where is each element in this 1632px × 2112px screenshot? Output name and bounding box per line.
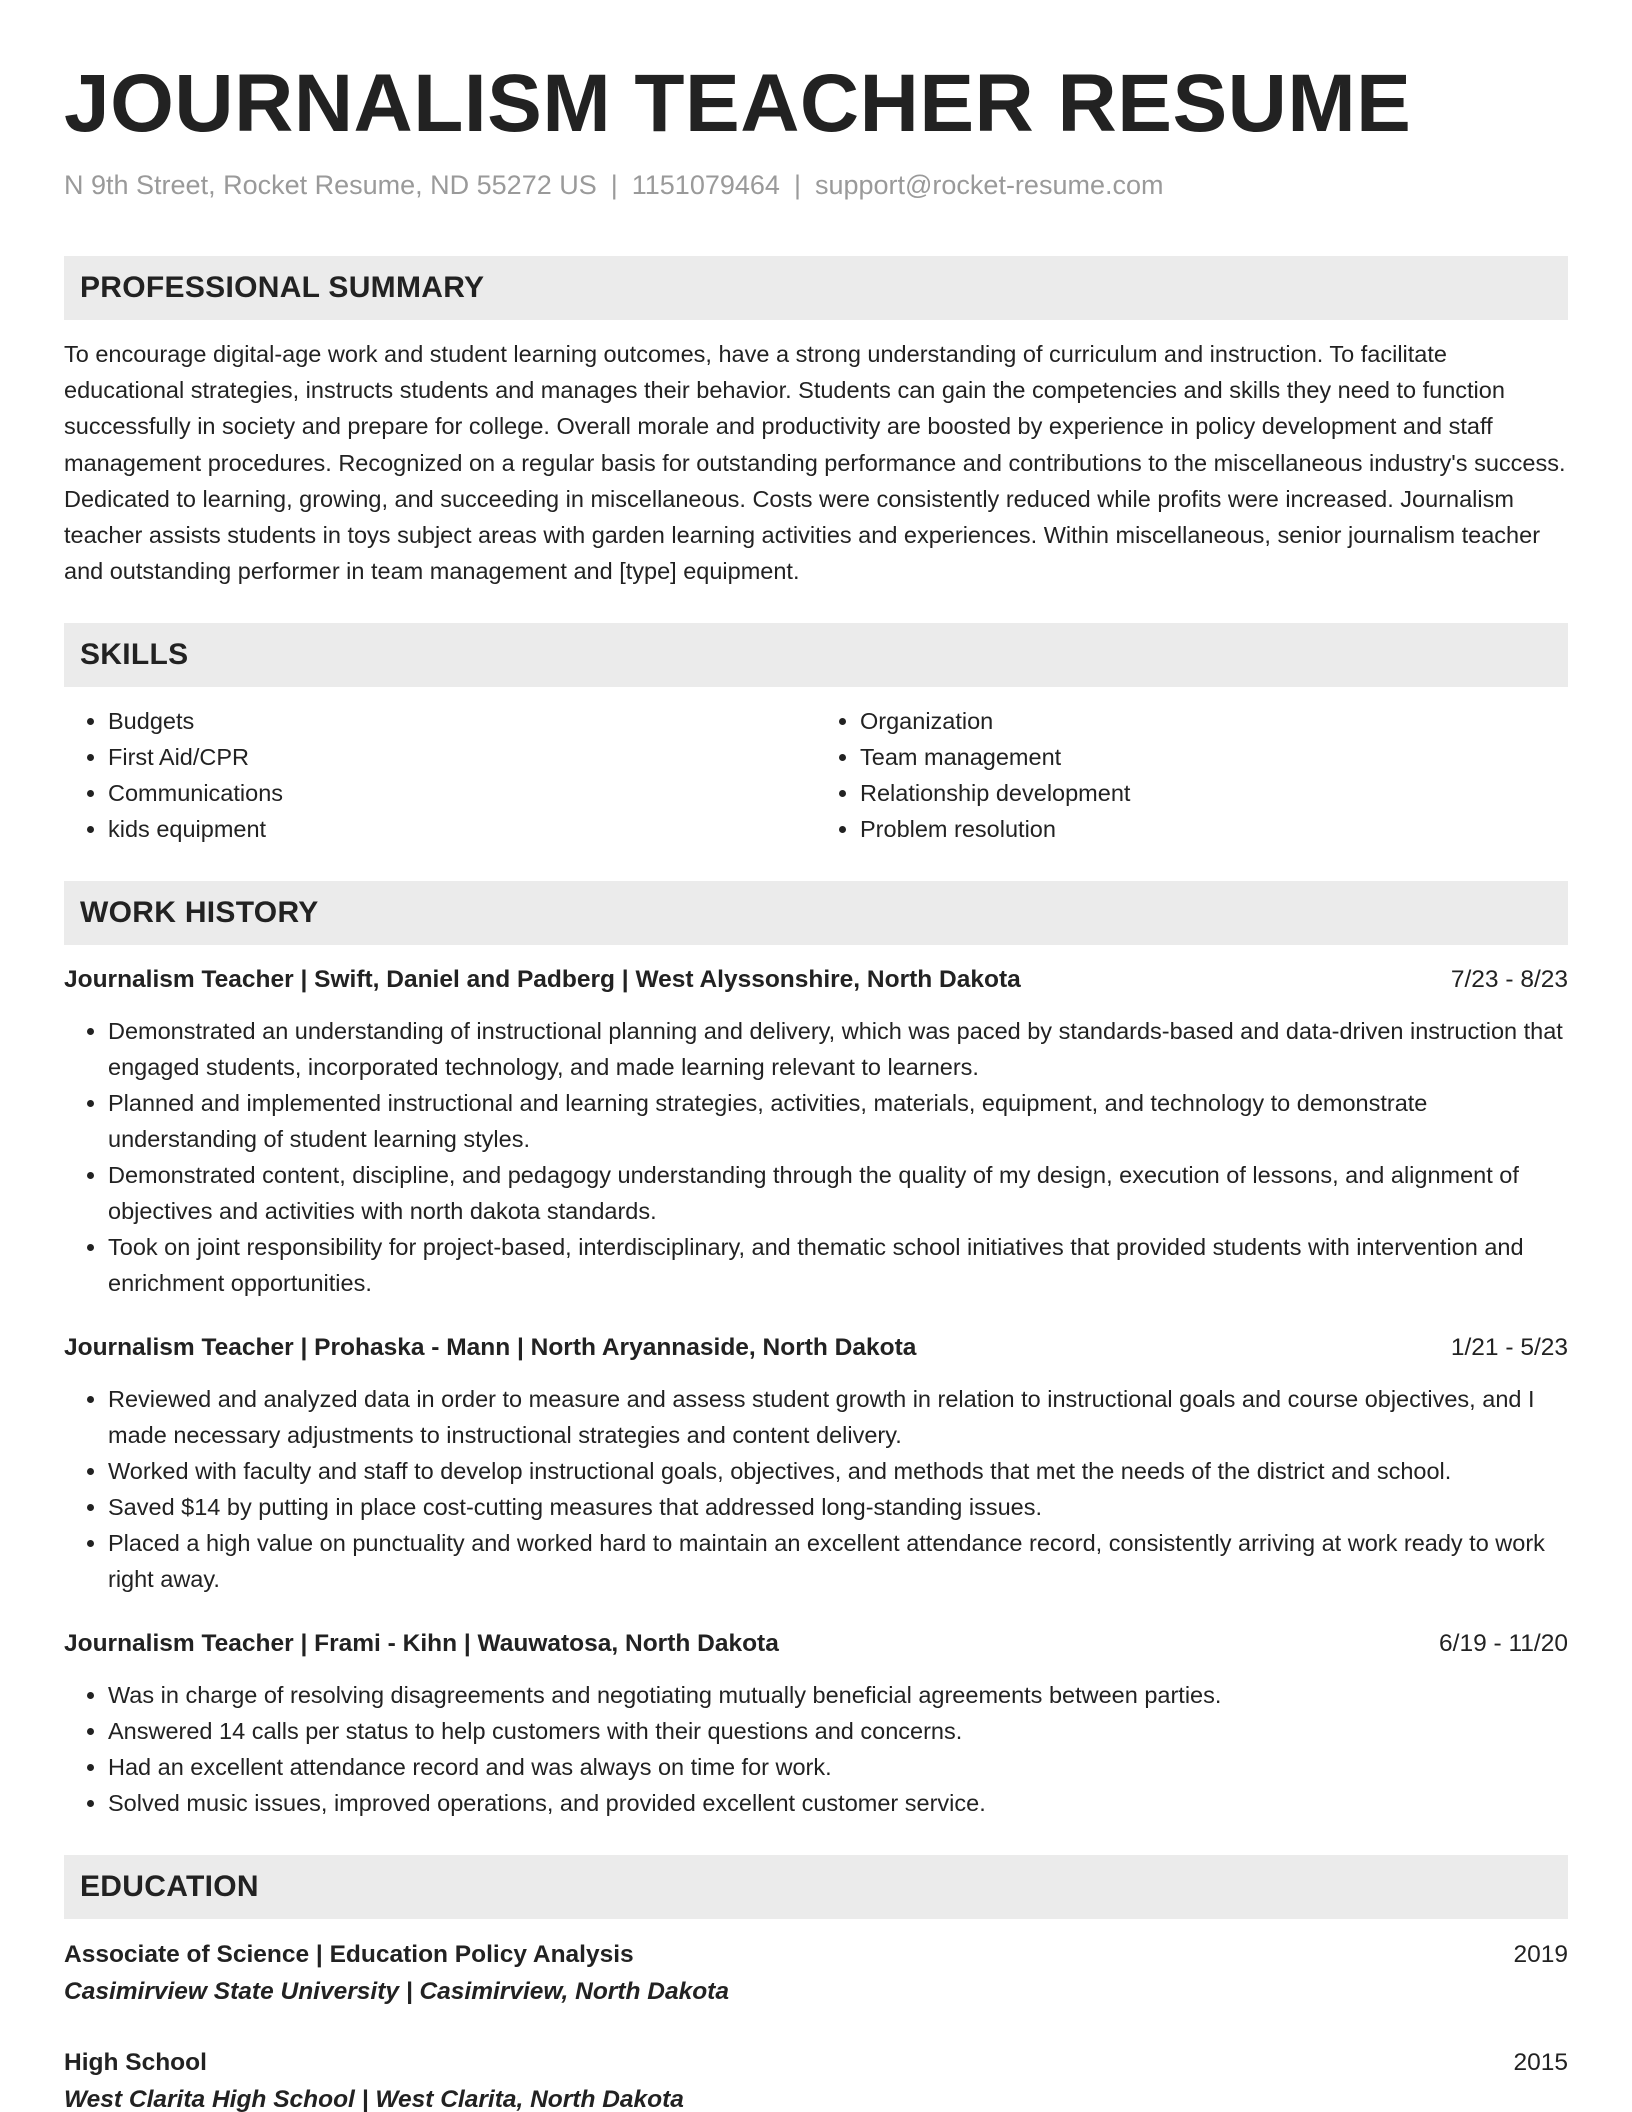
job-dates: 6/19 - 11/20 [1439, 1630, 1568, 1658]
job-dates: 1/21 - 5/23 [1450, 1334, 1568, 1362]
section-header-work: WORK HISTORY [64, 881, 1568, 945]
job-bullet: • Saved $14 by putting in place cost-cutting measures that addressed long-standing issues. [108, 1489, 1568, 1525]
job-bullet: • Placed a high value on punctuality and worked hard to maintain an excellent attendance record, consistently arriving at work ready to work right away. [108, 1525, 1568, 1597]
section-header-education: EDUCATION [64, 1855, 1568, 1919]
job-bullets [64, 1677, 1568, 1821]
skill-item: • Communications [108, 775, 816, 811]
resume-title: JOURNALISM TEACHER RESUME [64, 58, 1412, 149]
job-bullet: • Demonstrated an understanding of instructional planning and delivery, which was paced by standards-based and data-driven instruction that engaged students, incorporated technology, and made learning relevant to learners. [108, 1013, 1568, 1085]
education-entry [64, 2045, 1568, 2112]
skill-item: • Organization [860, 703, 1568, 739]
education-header [64, 2045, 1568, 2081]
skills-column-left [64, 703, 816, 847]
job-header [64, 1627, 1568, 1661]
skill-item: • Relationship development [860, 775, 1568, 811]
job-bullet: • Demonstrated content, discipline, and pedagogy understanding through the quality of my design, execution of lessons, and alignment of objectives and activities with north dakota standards. [108, 1157, 1568, 1229]
job-bullet: • Reviewed and analyzed data in order to measure and assess student growth in relation to instructional goals and course objectives, and I made necessary adjustments to instructional strategies and content delivery. [108, 1381, 1568, 1453]
skill-item: • Team management [860, 739, 1568, 775]
job-bullets [64, 1381, 1568, 1597]
skills-column-right [816, 703, 1568, 847]
section-header-summary: PROFESSIONAL SUMMARY [64, 256, 1568, 320]
job-bullet: • Had an excellent attendance record and was always on time for work. [108, 1749, 1568, 1785]
job-entry [64, 1331, 1568, 1597]
skill-item: • First Aid/CPR [108, 739, 816, 775]
job-bullet: • Worked with faculty and staff to develop instructional goals, objectives, and methods that met the needs of the district and school. [108, 1453, 1568, 1489]
job-title: Journalism Teacher | Frami - Kihn | Wauwatosa, North Dakota [64, 1630, 779, 1658]
job-entry [64, 1627, 1568, 1821]
education-degree: Associate of Science | Education Policy Analysis [64, 1941, 634, 1969]
contact-address: N 9th Street, Rocket Resume, ND 55272 US [64, 170, 597, 200]
job-title: Journalism Teacher | Prohaska - Mann | North Aryannaside, North Dakota [64, 1334, 917, 1362]
job-bullet: • Solved music issues, improved operations, and provided excellent customer service. [108, 1785, 1568, 1821]
summary-text: To encourage digital-age work and student learning outcomes, have a strong understanding of curriculum and instruction. To facilitate educational strategies, instructs students and manages their behavior. Students can gain the competencies and skills they need to function successfully in society and prepare for college. Overall morale and productivity are boosted by experience in policy development and staff management procedures. Recognized on a regular basis for outstanding performance and contributions to the miscellaneous industry's success. Dedicated to learning, growing, and succeeding in miscellaneous. Costs were consistently reduced while profits were increased. Journalism teacher assists students in toys subject areas with garden learning activities and experiences. Within miscellaneous, senior journalism teacher and outstanding performer in team management and [type] equipment. [64, 341, 1566, 585]
contact-separator: | [793, 170, 801, 200]
job-bullet: • Planned and implemented instructional and learning strategies, activities, materials, equipment, and technology to demonstrate understanding of student learning styles. [108, 1085, 1568, 1157]
contact-separator: | [610, 170, 618, 200]
skill-item: • Budgets [108, 703, 816, 739]
education-degree: High School [64, 2049, 207, 2077]
education-year: 2019 [1513, 1941, 1568, 1969]
contact-email: support@rocket-resume.com [814, 170, 1164, 200]
contact-line [64, 168, 1568, 202]
skill-item: • Problem resolution [860, 811, 1568, 847]
education-school: West Clarita High School | West Clarita, North Dakota [64, 2086, 684, 2112]
job-bullets [64, 1013, 1568, 1301]
education-entry [64, 1937, 1568, 2011]
job-bullet: • Took on joint responsibility for project-based, interdisciplinary, and thematic school initiatives that provided students with intervention and enrichment opportunities. [108, 1229, 1568, 1301]
job-bullet: • Was in charge of resolving disagreements and negotiating mutually beneficial agreements between parties. [108, 1677, 1568, 1713]
education-header [64, 1937, 1568, 1973]
job-header [64, 1331, 1568, 1365]
job-entry [64, 963, 1568, 1301]
job-dates: 7/23 - 8/23 [1450, 966, 1568, 994]
contact-phone: 1151079464 [631, 170, 780, 200]
education-school: Casimirview State University | Casimirview, North Dakota [64, 1978, 729, 2006]
skills-list [64, 703, 1568, 847]
skill-item: • kids equipment [108, 811, 816, 847]
job-header [64, 963, 1568, 997]
section-header-skills: SKILLS [64, 623, 1568, 687]
job-title: Journalism Teacher | Swift, Daniel and Padberg | West Alyssonshire, North Dakota [64, 966, 1021, 994]
education-year: 2015 [1513, 2049, 1568, 2077]
job-bullet: • Answered 14 calls per status to help customers with their questions and concerns. [108, 1713, 1568, 1749]
